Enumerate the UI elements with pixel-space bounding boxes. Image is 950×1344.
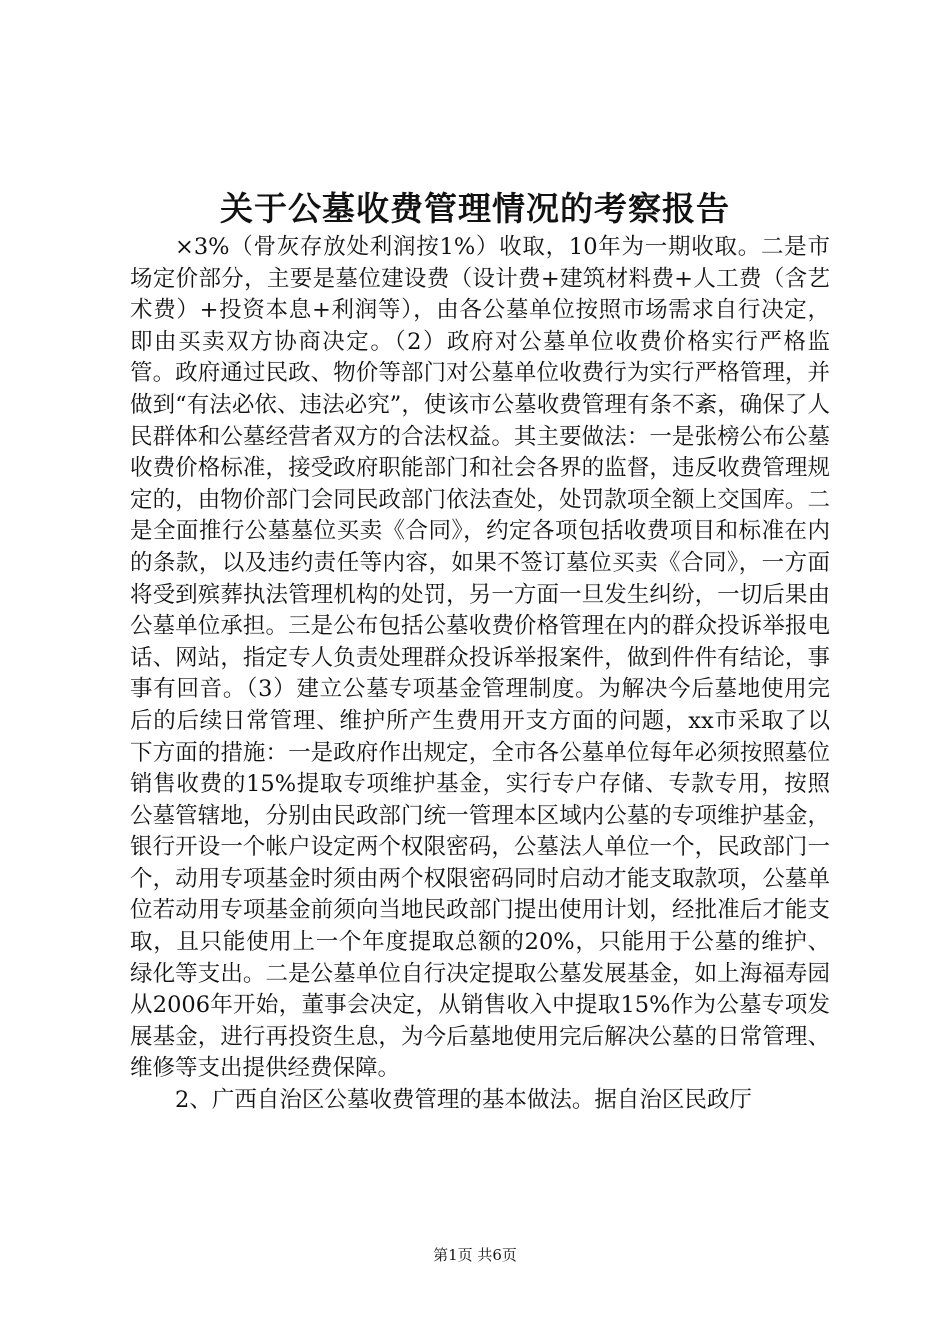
body-paragraph-2: 2、广西自治区公墓收费管理的基本做法。据自治区民政厅 — [175, 1087, 752, 1114]
body-paragraph-1: ×3%（骨灰存放处利润按1%）收取，10年为一期收取。二是市场定价部分，主要是墓位建设费（设计费+建筑材料费+人工费（含艺术费）+投资本息+利润等），由各公墓单位按照市场需求自行决定，即由买卖双方协商决定。（2）政府对公墓单位收费价格实行严格监管。政府通过民政、物价等部门对公墓单位收费行为实行严格管理，并做到“有法必依、违法必究”，使该市公墓收费管理有条不紊，确保了人民群体和公墓经营者双方的合法权益。其主要做法：一是张榜公布公墓收费价格标准，接受政府职能部门和社会各界的监督，违反收费管理规定的，由物价部门会同民政部门依法查处，处罚款项全额上交国库。二是全面推行公墓墓位买卖《合同》，约定各项包括收费项目和标准在内的条款，以及违约责任等内容，如果不签订墓位买卖《合同》，一方面将受到殡葬执法管理机构的处罚，另一方面一旦发生纠纷，一切后果由公墓单位承担。三是公布包括公墓收费价格管理在内的群众投诉举报电话、网站，指定专人负责处理群众投诉举报案件，做到件件有结论，事事有回音。（3）建立公墓专项基金管理制度。为解决今后墓地使用完后的后续日常管理、维护所产生费用开支方面的问题，xx市采取了以下方面的措施：一是政府作出规定，全市各公墓单位每年必须按照墓位销售收费的15%提取专项维护基金，实行专户存储、专款专用，按照公墓管辖地，分别由民政部门统一管理本区域内公墓的专项维护基金，银行开设一个帐户设定两个权限密码，公墓法人单位一个，民政部门一个，动用专项基金时须由两个权限密码同时启动才能支取款项，公墓单位若动用专项基金前须向当地民政部门提出使用计划，经批准后才能支取，且只能使用上一个年度提取总额的20%，只能用于公墓的维护、绿化等支出。二是公墓单位自行决定提取公墓发展基金，如上海福寿园从2006年开始，董事会决定，从销售收入中提取15%作为公墓专项发展基金，进行再投资生息，为今后墓地使用完后解决公墓的日常管理、维修等支出提供经费保障。 — [130, 234, 830, 1082]
document-body — [130, 232, 830, 1117]
page-number-footer: 第1页 共6页 — [433, 1246, 517, 1264]
document-title: 关于公墓收费管理情况的考察报告 — [220, 189, 730, 228]
